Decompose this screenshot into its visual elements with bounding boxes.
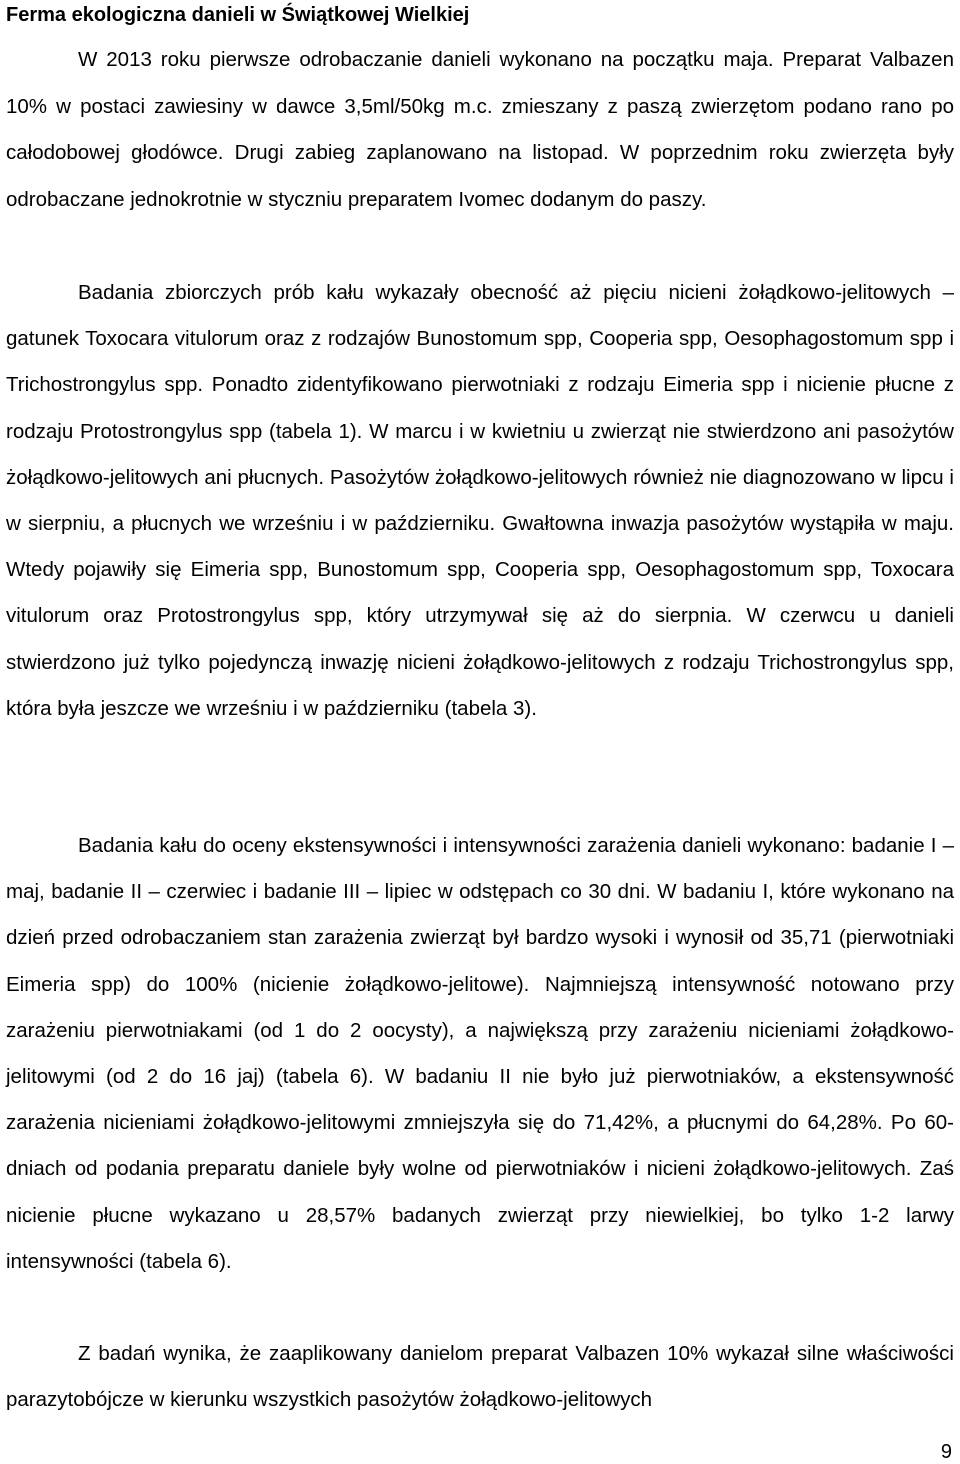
- paragraph-infection-study: [6, 823, 954, 1285]
- page-number: 9: [940, 1441, 952, 1463]
- paragraph-text: Badania zbiorczych prób kału wykazały obecność aż pięciu nicieni żołądkowo-jelitowych – gatunek Toxocara vitulorum oraz z rodzajów Bunostomum spp, Cooperia spp, Oesophagostomum spp i Trichostrongylus spp. Ponadto zidentyfikowano pierwotniaki z rodzaju Eimeria spp i nicienie płucne z rodzaju Protostrongylus spp (tabela 1). W marcu i w kwietniu u zwierząt nie stwierdzono ani pasożytów żołądkowo-jelitowych ani płucnych. Pasożytów żołądkowo-jelitowych również nie diagnozowano w lipcu i w sierpniu, a płucnych we wrześniu i w październiku. Gwałtowna inwazja pasożytów wystąpiła w maju. Wtedy pojawiły się Eimeria spp, Bunostomum spp, Cooperia spp, Oesophagostomum spp, Toxocara vitulorum oraz Protostrongylus spp, który utrzymywał się aż do sierpnia. W czerwcu u danieli stwierdzono już tylko pojedynczą inwazję nicieni żołądkowo-jelitowych z rodzaju Trichostrongylus spp, która była jeszcze we wrześniu i w październiku (tabela 3).: [6, 281, 954, 720]
- paragraph-deworming: [6, 37, 954, 223]
- section-heading: Ferma ekologiczna danieli w Świątkowej Wielkiej: [6, 4, 470, 26]
- paragraph-conclusion: [6, 1331, 954, 1423]
- paragraph-text: W 2013 roku pierwsze odrobaczanie danieli wykonano na początku maja. Preparat Valbazen 10% w postaci zawiesiny w dawce 3,5ml/50kg m.c. zmieszany z paszą zwierzętom podano rano po całodobowej głodówce. Drugi zabieg zaplanowano na listopad. W poprzednim roku zwierzęta były odrobaczane jednokrotnie w styczniu preparatem Ivomec dodanym do paszy.: [6, 48, 954, 211]
- paragraph-parasite-findings: [6, 270, 954, 732]
- paragraph-text: Badania kału do oceny ekstensywności i intensywności zarażenia danieli wykonano: badanie I – maj, badanie II – czerwiec i badanie III – lipiec w odstępach co 30 dni. W badaniu I, które wykonano na dzień przed odrobaczaniem stan zarażenia zwierząt był bardzo wysoki i wynosił od 35,71 (pierwotniaki Eimeria spp) do 100% (nicienie żołądkowo-jelitowe). Najmniejszą intensywność notowano przy zarażeniu pierwotniakami (od 1 do 2 oocysty), a największą przy zarażeniu nicieniami żołądkowo-jelitowymi (od 2 do 16 jaj) (tabela 6). W badaniu II nie było już pierwotniaków, a ekstensywność zarażenia nicieniami żołądkowo-jelitowymi zmniejszyła się do 71,42%, a płucnymi do 64,28%. Po 60-dniach od podania preparatu daniele były wolne od pierwotniaków i nicieni żołądkowo-jelitowych. Zaś nicienie płucne wykazano u 28,57% badanych zwierząt przy niewielkiej, bo tylko 1-2 larwy intensywności (tabela 6).: [6, 834, 954, 1273]
- paragraph-text: Z badań wynika, że zaaplikowany danielom preparat Valbazen 10% wykazał silne właściwości parazytobójcze w kierunku wszystkich pasożytów żołądkowo-jelitowych: [6, 1342, 954, 1412]
